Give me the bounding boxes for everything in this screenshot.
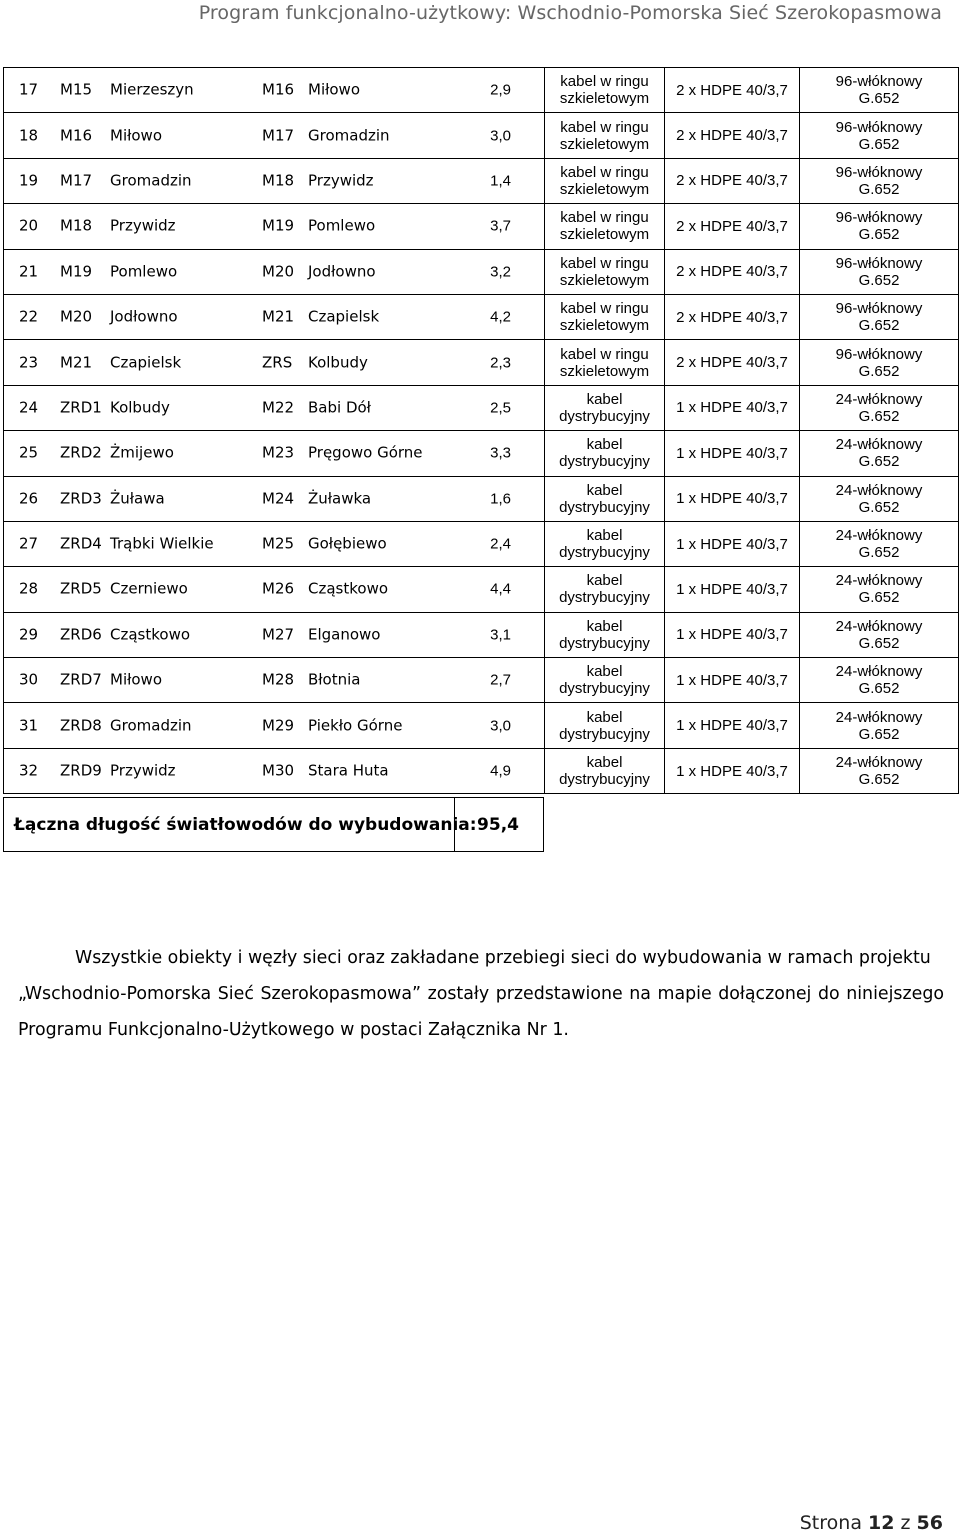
footer-separator: z: [900, 1512, 911, 1534]
fiber-cell-line: 24-włóknowy: [835, 527, 923, 545]
cell-n1: Cząstkowo: [110, 625, 191, 644]
fiber-cell-line: 96-włóknowy: [835, 163, 923, 181]
duct-cell: [665, 340, 800, 385]
cell-length: 3,0: [490, 717, 511, 735]
cable-type-cell: [545, 158, 665, 203]
page-header-title: Program funkcjonalno-użytkowy: Wschodnio-Pomorska Sieć Szerokopasmowa: [198, 2, 942, 24]
cable-type-cell: [545, 340, 665, 385]
cell-n2: Gromadzin: [308, 126, 390, 145]
cable-type-cell-line: szkieletowym: [559, 180, 650, 198]
table-row: [4, 340, 959, 385]
cell-id1: M18: [60, 216, 93, 235]
cell-n1: Miłowo: [110, 126, 162, 145]
route-cell: [4, 567, 545, 612]
total-row: [3, 797, 544, 852]
cable-type-cell-line: kabel: [586, 663, 623, 681]
cell-n1: Mierzeszyn: [110, 80, 194, 99]
fiber-cell: [800, 68, 959, 113]
route-cell: [4, 249, 545, 294]
fiber-cell: [800, 204, 959, 249]
fiber-cell-line: 96-włóknowy: [835, 345, 923, 363]
fiber-cell-line: 24-włóknowy: [835, 663, 923, 681]
cell-id1: M21: [60, 353, 93, 372]
table-row: [4, 249, 959, 294]
cable-type-cell-line: kabel w ringu: [560, 254, 649, 272]
cable-type-cell-line: dystrybucyjny: [559, 680, 650, 698]
cell-lp: 32: [19, 761, 39, 780]
table-row: [4, 748, 959, 793]
cell-n2: Piekło Górne: [308, 716, 403, 735]
cell-n2: Jodłowno: [308, 262, 376, 281]
fiber-cell: [800, 249, 959, 294]
total-value: 95,4: [477, 815, 519, 835]
fiber-cell-line: 96-włóknowy: [835, 254, 923, 272]
cell-n1: Jodłowno: [110, 307, 178, 326]
cell-n2: Cząstkowo: [308, 579, 389, 598]
total-label: Łączna długość światłowodów do wybudowania:: [14, 815, 477, 835]
fiber-cell-line: G.652: [858, 725, 900, 743]
cell-id2: M19: [262, 216, 295, 235]
cell-lp: 25: [19, 443, 39, 462]
fiber-cell-line: G.652: [858, 634, 900, 652]
table-row: [4, 68, 959, 113]
cable-type-cell-line: kabel w ringu: [560, 345, 649, 363]
page-footer: [800, 1512, 943, 1534]
cell-lp: 26: [19, 489, 39, 508]
cell-lp: 19: [19, 171, 39, 190]
cell-length: 3,2: [490, 263, 511, 281]
fiber-cell-line: 24-włóknowy: [835, 481, 923, 499]
duct-cell-line: 1 x HDPE 40/3,7: [676, 444, 788, 462]
cell-n1: Żuława: [110, 489, 165, 508]
cell-id1: ZRD8: [60, 716, 102, 735]
route-cell: [4, 612, 545, 657]
route-cell: [4, 658, 545, 703]
cell-length: 2,9: [490, 81, 511, 99]
duct-cell: [665, 431, 800, 476]
fiber-cell-line: 96-włóknowy: [835, 73, 923, 91]
cell-n2: Kolbudy: [308, 353, 368, 372]
cell-n2: Pręgowo Górne: [308, 443, 423, 462]
cable-type-cell-line: szkieletowym: [559, 90, 650, 108]
cable-type-cell: [545, 204, 665, 249]
duct-cell: [665, 703, 800, 748]
cell-lp: 24: [19, 398, 39, 417]
table-row: [4, 158, 959, 203]
duct-cell-line: 1 x HDPE 40/3,7: [676, 399, 788, 417]
fiber-cell-line: G.652: [858, 362, 900, 380]
route-cell: [4, 431, 545, 476]
cell-id1: M17: [60, 171, 93, 190]
cell-n2: Pomlewo: [308, 216, 376, 235]
fiber-cell-line: G.652: [858, 680, 900, 698]
cell-lp: 31: [19, 716, 39, 735]
cable-type-cell: [545, 431, 665, 476]
cable-type-cell: [545, 294, 665, 339]
cell-n2: Czapielsk: [308, 307, 380, 326]
cell-id1: ZRD5: [60, 579, 102, 598]
paragraph-line-2: „Wschodnio-Pomorska Sieć Szerokopasmowa” zostały przedstawione na mapie dołączonej do niniejszego: [18, 984, 944, 1004]
cell-length: 2,4: [490, 535, 511, 553]
route-cell: [4, 158, 545, 203]
cell-id2: M27: [262, 625, 295, 644]
fiber-cell: [800, 658, 959, 703]
route-cell: [4, 294, 545, 339]
route-cell: [4, 476, 545, 521]
cable-type-cell-line: kabel w ringu: [560, 209, 649, 227]
fiber-cell: [800, 703, 959, 748]
cell-id2: M24: [262, 489, 295, 508]
cable-type-cell-line: dystrybucyjny: [559, 589, 650, 607]
fiber-cell-line: 96-włóknowy: [835, 209, 923, 227]
cell-lp: 17: [19, 80, 39, 99]
cell-length: 2,5: [490, 399, 511, 417]
cell-length: 1,4: [490, 172, 511, 190]
cell-n1: Żmijewo: [110, 443, 174, 462]
cable-type-cell-line: kabel w ringu: [560, 118, 649, 136]
cable-type-cell-line: kabel: [586, 754, 623, 772]
cell-n1: Pomlewo: [110, 262, 178, 281]
cell-id2: M17: [262, 126, 295, 145]
cell-length: 4,9: [490, 762, 511, 780]
route-cell: [4, 68, 545, 113]
fiber-cell-line: 24-włóknowy: [835, 572, 923, 590]
duct-cell-line: 1 x HDPE 40/3,7: [676, 490, 788, 508]
cell-id2: M28: [262, 670, 295, 689]
fiber-cell: [800, 476, 959, 521]
cell-id2: M21: [262, 307, 295, 326]
duct-cell: [665, 113, 800, 158]
cell-n2: Elganowo: [308, 625, 381, 644]
cell-length: 4,4: [490, 580, 511, 598]
cable-type-cell-line: dystrybucyjny: [559, 771, 650, 789]
cell-id2: M16: [262, 80, 295, 99]
fiber-cell-line: 96-włóknowy: [835, 300, 923, 318]
cable-type-cell-line: kabel w ringu: [560, 73, 649, 91]
route-cell: [4, 340, 545, 385]
cell-id1: ZRD2: [60, 443, 102, 462]
cable-type-cell: [545, 113, 665, 158]
duct-cell-line: 2 x HDPE 40/3,7: [676, 217, 788, 235]
duct-cell: [665, 385, 800, 430]
cell-lp: 28: [19, 579, 39, 598]
cell-lp: 18: [19, 126, 39, 145]
cable-type-cell-line: dystrybucyjny: [559, 498, 650, 516]
cable-type-cell: [545, 521, 665, 566]
cell-n1: Czerniewo: [110, 579, 188, 598]
cell-lp: 29: [19, 625, 39, 644]
cell-id2: M23: [262, 443, 295, 462]
cell-id1: ZRD3: [60, 489, 102, 508]
duct-cell-line: 1 x HDPE 40/3,7: [676, 671, 788, 689]
cell-lp: 21: [19, 262, 39, 281]
duct-cell-line: 2 x HDPE 40/3,7: [676, 354, 788, 372]
table-row: [4, 521, 959, 566]
cable-type-cell-line: kabel w ringu: [560, 300, 649, 318]
route-cell: [4, 748, 545, 793]
duct-cell-line: 2 x HDPE 40/3,7: [676, 127, 788, 145]
cell-id2: M18: [262, 171, 295, 190]
cell-id2: M30: [262, 761, 295, 780]
cable-type-cell: [545, 68, 665, 113]
table-row: [4, 294, 959, 339]
duct-cell: [665, 249, 800, 294]
cable-type-cell-line: dystrybucyjny: [559, 634, 650, 652]
table-row: [4, 612, 959, 657]
cable-type-cell: [545, 703, 665, 748]
cell-id2: M25: [262, 534, 295, 553]
cell-lp: 20: [19, 216, 39, 235]
cable-type-cell-line: szkieletowym: [559, 362, 650, 380]
fiber-cell-line: G.652: [858, 226, 900, 244]
fiber-cell: [800, 567, 959, 612]
cell-lp: 30: [19, 670, 39, 689]
fiber-cell: [800, 158, 959, 203]
cable-type-cell-line: kabel: [586, 617, 623, 635]
cell-n1: Przywidz: [110, 216, 176, 235]
cell-id1: M20: [60, 307, 93, 326]
footer-page-total: 56: [916, 1512, 943, 1534]
cell-n2: Stara Huta: [308, 761, 389, 780]
cell-n2: Błotnia: [308, 670, 361, 689]
fiber-cell-line: 24-włóknowy: [835, 708, 923, 726]
fiber-cell-line: G.652: [858, 589, 900, 607]
duct-cell: [665, 748, 800, 793]
fiber-cell-line: G.652: [858, 771, 900, 789]
cable-type-cell-line: szkieletowym: [559, 226, 650, 244]
table-row: [4, 431, 959, 476]
description-paragraph: [18, 940, 944, 1048]
cell-id1: M19: [60, 262, 93, 281]
cable-type-cell-line: kabel: [586, 390, 623, 408]
duct-cell: [665, 158, 800, 203]
duct-cell-line: 1 x HDPE 40/3,7: [676, 626, 788, 644]
footer-page-number: 12: [868, 1512, 895, 1534]
duct-cell: [665, 68, 800, 113]
cell-lp: 23: [19, 353, 39, 372]
cell-n1: Kolbudy: [110, 398, 170, 417]
footer-prefix: Strona: [799, 1512, 862, 1534]
table-row: [4, 476, 959, 521]
fiber-cell-line: G.652: [858, 407, 900, 425]
cable-type-cell-line: szkieletowym: [559, 271, 650, 289]
cable-type-cell-line: szkieletowym: [559, 135, 650, 153]
paragraph-line-1: Wszystkie obiekty i węzły sieci oraz zakładane przebiegi sieci do wybudowania w ramach projektu: [75, 948, 931, 968]
cell-n1: Miłowo: [110, 670, 162, 689]
fiber-cell: [800, 521, 959, 566]
fiber-cell: [800, 113, 959, 158]
cell-length: 2,3: [490, 354, 511, 372]
duct-cell: [665, 294, 800, 339]
cable-type-cell-line: szkieletowym: [559, 317, 650, 335]
fiber-cell-line: G.652: [858, 498, 900, 516]
cell-id1: M16: [60, 126, 93, 145]
cable-type-cell-line: kabel w ringu: [560, 163, 649, 181]
duct-cell-line: 1 x HDPE 40/3,7: [676, 535, 788, 553]
cell-id1: ZRD1: [60, 398, 102, 417]
route-cell: [4, 113, 545, 158]
fiber-cell: [800, 385, 959, 430]
cable-type-cell: [545, 567, 665, 612]
cell-id1: ZRD4: [60, 534, 102, 553]
route-cell: [4, 385, 545, 430]
cell-length: 3,0: [490, 127, 511, 145]
cell-id2: ZRS: [262, 353, 293, 372]
cell-n2: Przywidz: [308, 171, 374, 190]
duct-cell: [665, 658, 800, 703]
cable-type-cell-line: dystrybucyjny: [559, 453, 650, 471]
fiber-cell: [800, 340, 959, 385]
cell-n1: Przywidz: [110, 761, 176, 780]
cell-n1: Gromadzin: [110, 171, 192, 190]
duct-cell: [665, 204, 800, 249]
cell-length: 2,7: [490, 671, 511, 689]
cell-id1: ZRD6: [60, 625, 102, 644]
duct-cell: [665, 612, 800, 657]
fiber-cell-line: 24-włóknowy: [835, 617, 923, 635]
cell-id1: M15: [60, 80, 93, 99]
cell-length: 4,2: [490, 308, 511, 326]
fiber-cell: [800, 612, 959, 657]
table-row: [4, 567, 959, 612]
cell-n2: Miłowo: [308, 80, 360, 99]
table-row: [4, 385, 959, 430]
cable-type-cell: [545, 385, 665, 430]
cell-lp: 27: [19, 534, 39, 553]
duct-cell: [665, 521, 800, 566]
cable-type-cell-line: kabel: [586, 708, 623, 726]
cell-length: 3,3: [490, 444, 511, 462]
cable-type-cell: [545, 612, 665, 657]
duct-cell-line: 1 x HDPE 40/3,7: [676, 762, 788, 780]
fiber-cell: [800, 748, 959, 793]
cell-id1: ZRD7: [60, 670, 102, 689]
fiber-cell: [800, 294, 959, 339]
duct-cell-line: 1 x HDPE 40/3,7: [676, 717, 788, 735]
cable-type-cell-line: kabel: [586, 436, 623, 454]
cell-id2: M29: [262, 716, 295, 735]
fiber-cell-line: 24-włóknowy: [835, 754, 923, 772]
duct-cell-line: 2 x HDPE 40/3,7: [676, 308, 788, 326]
fiber-cell-line: G.652: [858, 135, 900, 153]
cable-type-cell: [545, 748, 665, 793]
cable-type-cell: [545, 249, 665, 294]
cable-type-cell-line: kabel: [586, 572, 623, 590]
duct-cell-line: 2 x HDPE 40/3,7: [676, 172, 788, 190]
cable-type-cell: [545, 658, 665, 703]
duct-cell-line: 2 x HDPE 40/3,7: [676, 81, 788, 99]
cable-type-cell-line: dystrybucyjny: [559, 544, 650, 562]
cell-n2: Babi Dół: [308, 398, 371, 417]
cable-type-cell-line: dystrybucyjny: [559, 407, 650, 425]
duct-cell: [665, 567, 800, 612]
paragraph-line-3: Programu Funkcjonalno-Użytkowego w postaci Załącznika Nr 1.: [18, 1020, 569, 1040]
fiber-cell-line: 24-włóknowy: [835, 436, 923, 454]
cell-n1: Trąbki Wielkie: [110, 534, 214, 553]
route-cell: [4, 703, 545, 748]
cell-lp: 22: [19, 307, 39, 326]
cable-type-cell-line: kabel: [586, 481, 623, 499]
cell-id2: M26: [262, 579, 295, 598]
fiber-cell-line: 24-włóknowy: [835, 390, 923, 408]
cell-length: 3,7: [490, 217, 511, 235]
fiber-cell-line: G.652: [858, 271, 900, 289]
fiber-cell: [800, 431, 959, 476]
route-cell: [4, 204, 545, 249]
cell-n1: Gromadzin: [110, 716, 192, 735]
duct-cell: [665, 476, 800, 521]
fiber-cell-line: G.652: [858, 90, 900, 108]
cell-n2: Żuławka: [308, 489, 372, 508]
cell-id1: ZRD9: [60, 761, 102, 780]
fiber-cell-line: G.652: [858, 453, 900, 471]
table-row: [4, 204, 959, 249]
table-row: [4, 703, 959, 748]
table-row: [4, 113, 959, 158]
cell-id2: M22: [262, 398, 295, 417]
fiber-cell-line: G.652: [858, 544, 900, 562]
fiber-cell-line: G.652: [858, 180, 900, 198]
fiber-routes-table: [3, 67, 959, 794]
cell-id2: M20: [262, 262, 295, 281]
duct-cell-line: 1 x HDPE 40/3,7: [676, 580, 788, 598]
cable-type-cell-line: kabel: [586, 527, 623, 545]
fiber-cell-line: G.652: [858, 317, 900, 335]
cell-length: 3,1: [490, 626, 511, 644]
cable-type-cell-line: dystrybucyjny: [559, 725, 650, 743]
cell-n1: Czapielsk: [110, 353, 182, 372]
table-row: [4, 658, 959, 703]
duct-cell-line: 2 x HDPE 40/3,7: [676, 263, 788, 281]
cell-length: 1,6: [490, 490, 511, 508]
cable-type-cell: [545, 476, 665, 521]
cell-n2: Gołębiewo: [308, 534, 387, 553]
route-cell: [4, 521, 545, 566]
fiber-cell-line: 96-włóknowy: [835, 118, 923, 136]
